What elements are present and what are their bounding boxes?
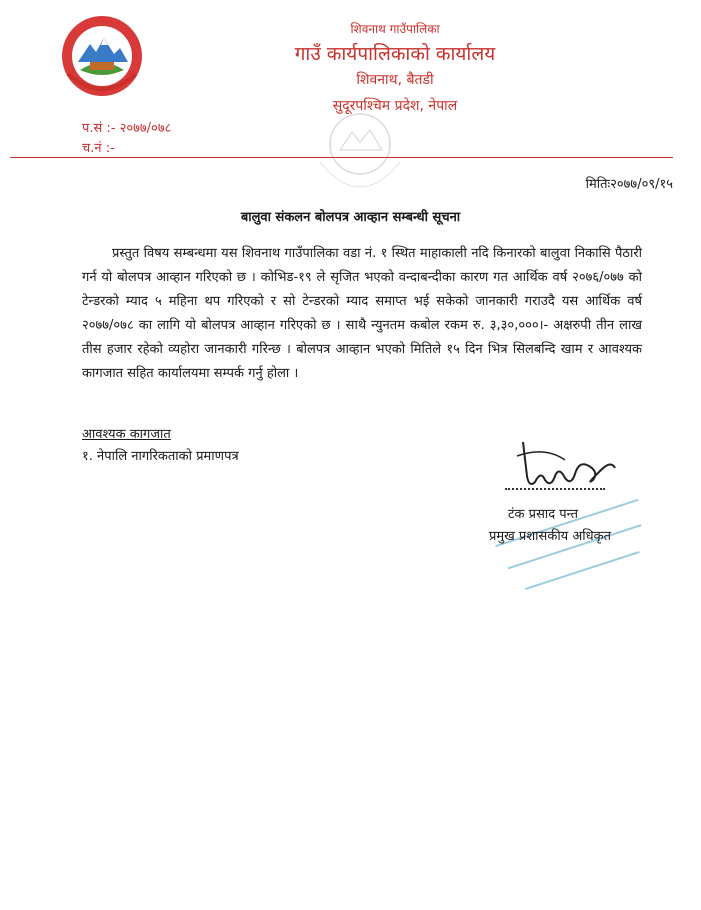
document-date: मितिः२०७७/०९/१५ <box>585 177 673 192</box>
province-name: सुदूरपश्चिम प्रदेश, नेपाल <box>332 98 458 114</box>
subject-heading: बालुवा संकलन बोलपत्र आव्हान सम्बन्धी सूचना <box>240 210 461 225</box>
signatory-title: प्रमुख प्रशासकीय अधिकृत <box>489 529 612 544</box>
requirements-heading: आवश्यक कागजात <box>82 427 171 442</box>
signatory-name: टंक प्रसाद पन्त <box>508 507 579 522</box>
nepal-emblem-logo <box>60 14 144 98</box>
municipality-name: शिवनाथ गाउँपालिका <box>350 22 440 36</box>
office-location: शिवनाथ, बैतडी <box>356 72 434 88</box>
notice-body: प्रस्तुत विषय सम्बन्धमा यस शिवनाथ गाउँपालिका वडा नं. १ स्थित माहाकाली नदि किनारको बालुवा निकासि पैठारी गर्न यो बोलपत्र आव्हान गरिएको छ । कोभिड-१९ ले सृजित भएको वन्दाबन्दीका कारण गत आर्थिक वर्ष २०७६/०७७ को टेन्डरको म्याद ५ महिना थप गरिएको र सो टेन्डरको म्याद समाप्त भई सकेको जानकारी गराउदै यस आर्थिक वर्ष २०७७/०७८ का लागि यो बोलपत्र आव्हान गरिएको छ । साथै न्युनतम कबोल रकम रु. ३,३०,०००।- अक्षरुपी तीन लाख तीस हजार रहेको व्यहोरा जानकारी गरिन्छ । बोलपत्र आव्हान भएको मितिले १५ दिन भित्र सिलबन्दि खाम र आवश्यक कागजात सहित कार्यालयमा सम्पर्क गर्नु होला । <box>82 246 642 381</box>
requirement-item: १. नेपालि नागरिकताको प्रमाणपत्र <box>82 449 239 464</box>
dispatch-number: च.नं :- <box>82 141 115 156</box>
office-title: गाउँ कार्यपालिकाको कार्यालय <box>294 43 496 65</box>
handwritten-signature <box>505 436 625 494</box>
header-divider <box>10 157 673 158</box>
reference-number: प.सं :- २०७७/०७८ <box>82 121 172 136</box>
signature-line <box>505 488 605 490</box>
